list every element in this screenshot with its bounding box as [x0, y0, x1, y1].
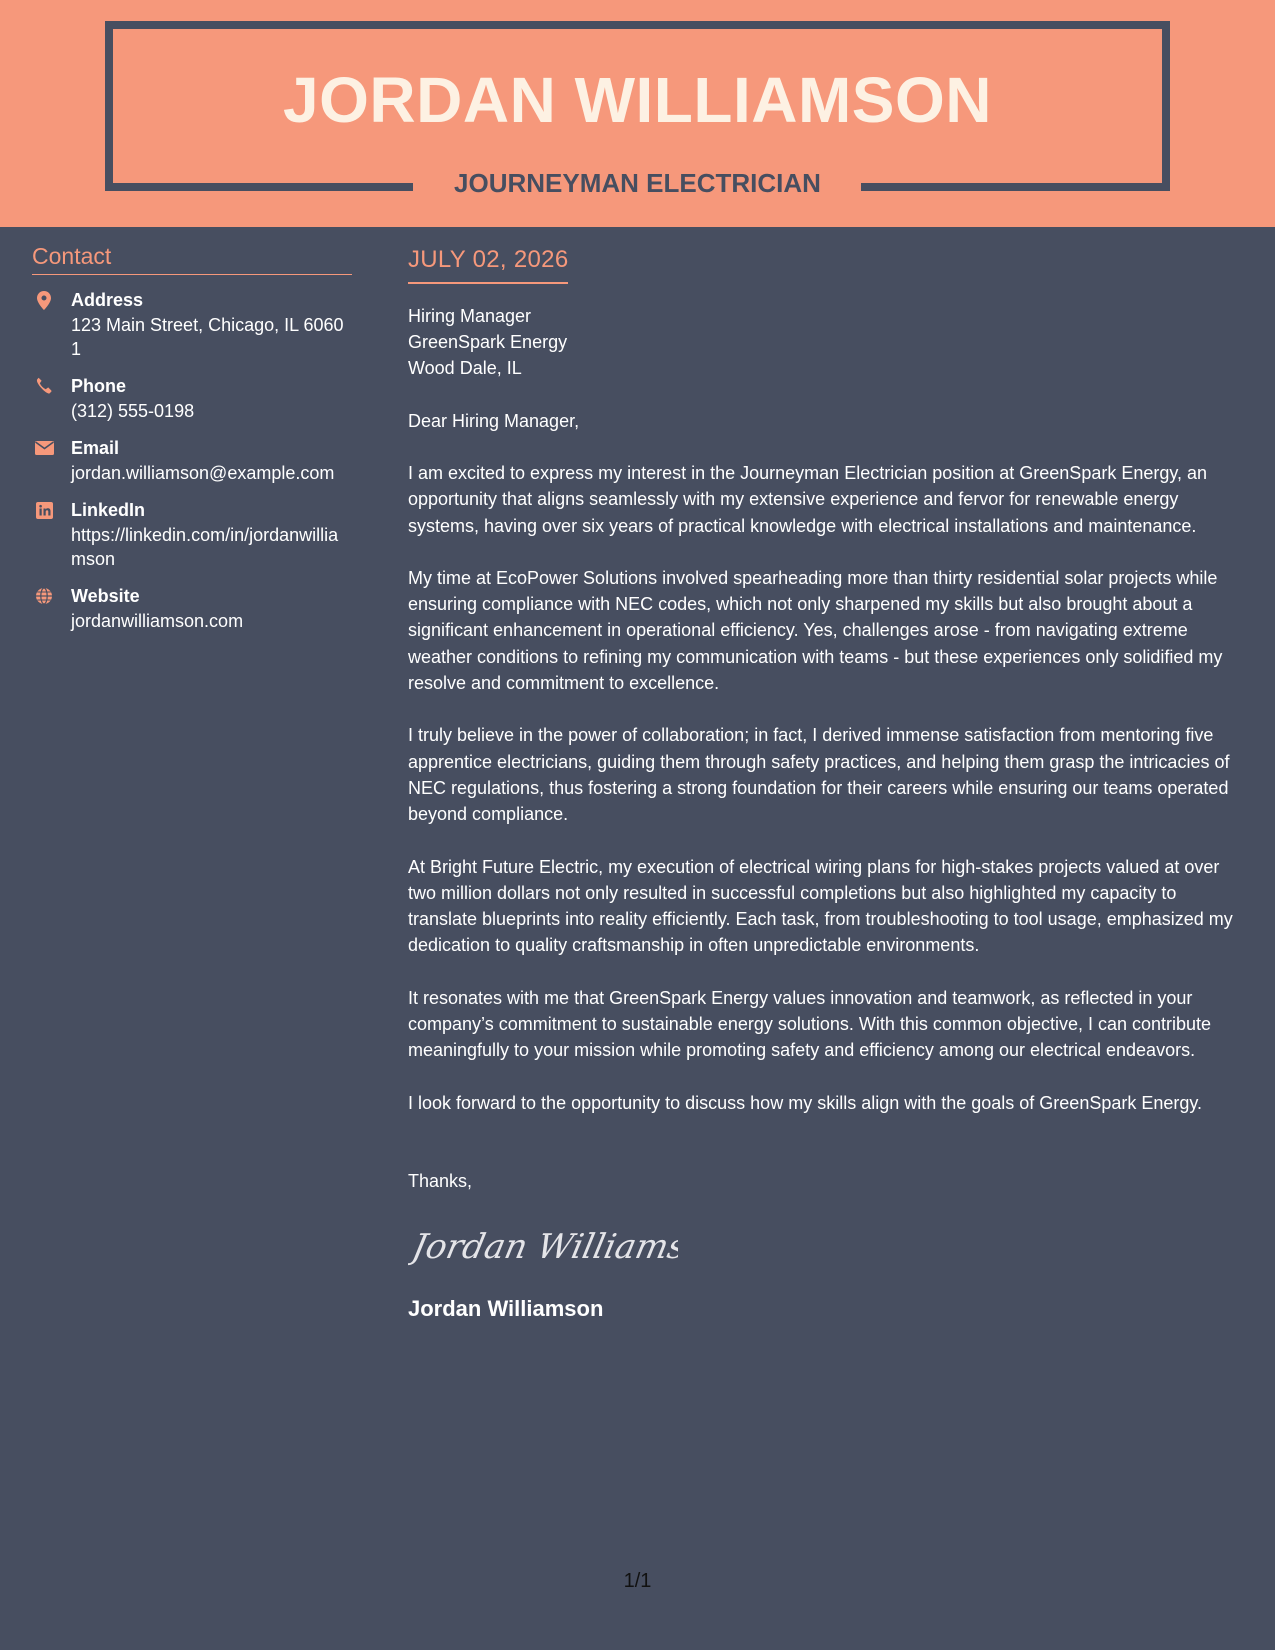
globe-icon	[34, 586, 54, 606]
letter-body	[408, 242, 1248, 1324]
envelope-icon	[34, 438, 54, 458]
phone-icon	[34, 376, 54, 396]
salutation: Dear Hiring Manager,	[408, 411, 580, 431]
recipient-block	[408, 303, 1248, 381]
contact-label: Phone	[71, 376, 127, 396]
contact-item-phone	[32, 374, 352, 423]
body-paragraph: I look forward to the opportunity to discuss how my skills align with the goals of GreenSpark Energy.	[408, 1092, 1203, 1113]
body-paragraph: I truly believe in the power of collaboration; in fact, I derived immense satisfaction from mentoring five apprentice electricians, guiding them through safety practices, and helping them grasp the intricacies of NEC regulations, thus fostering a strong foundation for their careers while ensuring our teams operated beyond compliance.	[408, 725, 1230, 825]
contact-sidebar	[32, 242, 352, 633]
recipient-line: GreenSpark Energy	[408, 332, 568, 352]
page-number: 1/1	[623, 1570, 652, 1592]
signer-name: Jordan Williamson	[408, 1295, 604, 1321]
contact-value: (312) 555-0198	[71, 401, 195, 421]
body-paragraph: At Bright Future Electric, my execution of electrical wiring plans for high-stakes projects valued at over two million dollars not only resulted in successful completions but also highlighted my capacity to translate blueprints into reality efficiently. Each task, from troubleshooting to tool usage, emphasized my dedication to quality craftsmanship in often unpredictable environments.	[408, 856, 1233, 956]
body-paragraph: It resonates with me that GreenSpark Energy values innovation and teamwork, as reflected in your company’s commitment to sustainable energy solutions. With this common objective, I can contribute meaningfully to your mission while promoting safety and efficiency among our electrical endeavors.	[408, 987, 1212, 1061]
email-link[interactable]: jordan.williamson@example.com	[71, 463, 335, 483]
body-paragraph: I am excited to express my interest in the Journeyman Electrician position at GreenSpark Energy, an opportunity that aligns seamlessly with my extensive experience and fervor for renewable energy systems, having over six years of practical knowledge with electrical installations and maintenance.	[408, 463, 1208, 536]
handwritten-signature	[408, 1222, 678, 1270]
header-banner	[0, 0, 1275, 227]
contact-item-address	[32, 288, 352, 361]
linkedin-icon	[34, 500, 54, 520]
contact-label: LinkedIn	[71, 500, 146, 520]
contact-label: Address	[71, 290, 144, 310]
recipient-line: Hiring Manager	[408, 306, 532, 326]
recipient-line: Wood Dale, IL	[408, 358, 522, 378]
contact-item-website[interactable]	[32, 584, 352, 633]
contact-item-linkedin[interactable]	[32, 498, 352, 571]
map-pin-icon	[34, 290, 54, 310]
contact-section-title: Contact	[32, 242, 352, 275]
candidate-name: JORDAN WILLIAMSON	[283, 64, 992, 136]
candidate-role: JOURNEYMAN ELECTRICIAN	[454, 168, 821, 198]
contact-label: Website	[71, 586, 140, 606]
contact-label: Email	[71, 438, 120, 458]
contact-item-email[interactable]	[32, 436, 352, 485]
body-paragraph: My time at EcoPower Solutions involved spearheading more than thirty residential solar projects while ensuring compliance with NEC codes, which not only sharpened my skills but also brought about a significant enhancement in operational efficiency. Yes, challenges arose - from navigating extreme weather conditions to refining my communication with teams - but these experiences only solidified my resolve and commitment to excellence.	[408, 567, 1223, 694]
letter-date: JULY 02, 2026	[408, 242, 568, 284]
linkedin-link[interactable]: https://linkedin.com/in/jordanwilliamson	[71, 525, 339, 569]
contact-value: 123 Main Street, Chicago, IL 60601	[71, 315, 344, 359]
website-link[interactable]: jordanwilliamson.com	[71, 611, 244, 631]
closing: Thanks,	[408, 1170, 473, 1191]
signature-text: Jordan Williams	[408, 1227, 678, 1267]
